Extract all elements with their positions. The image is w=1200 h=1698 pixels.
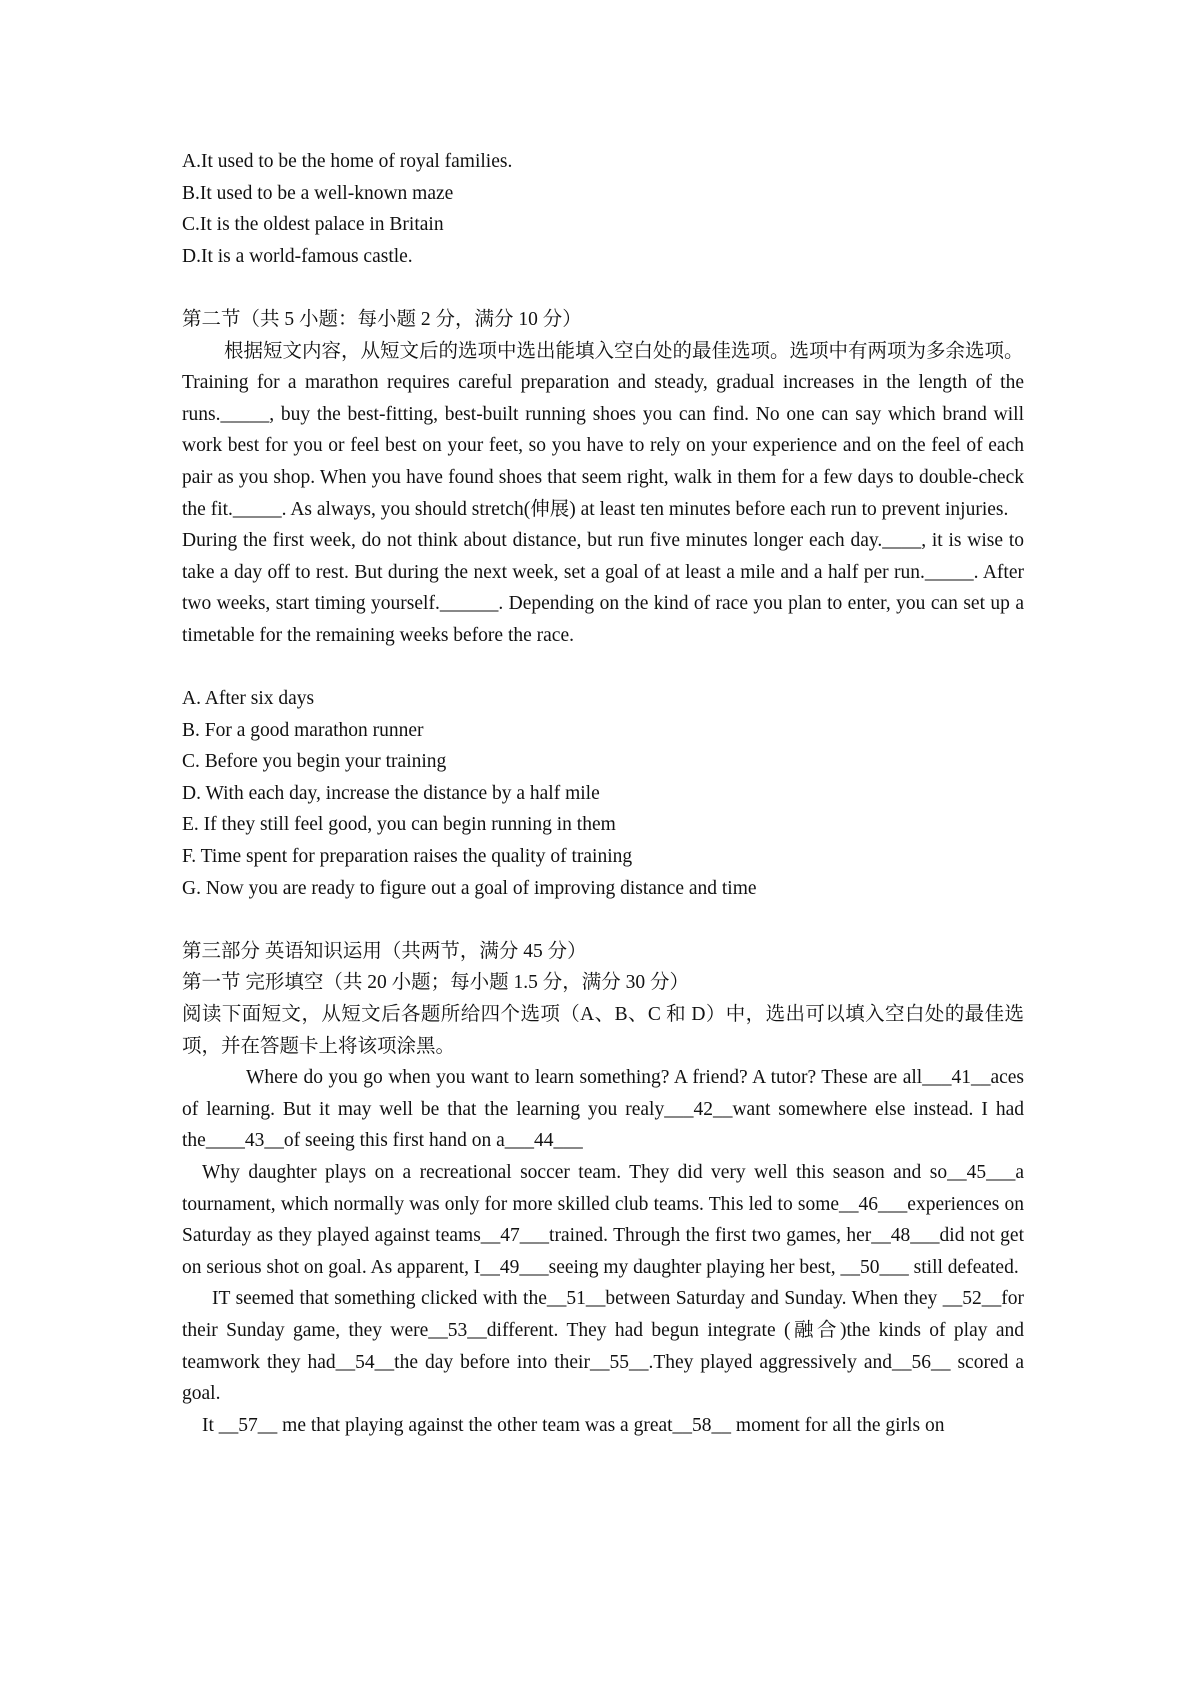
- answer-option-a: A. After six days: [182, 688, 315, 710]
- answer-option-f: F. Time spent for preparation raises the quality of training: [182, 846, 633, 868]
- answer-option-g: G. Now you are ready to figure out a goal of improving distance and time: [182, 877, 757, 899]
- answer-option-e: E. If they still feel good, you can begin running in them: [182, 814, 616, 836]
- answer-options-list: [182, 683, 1024, 904]
- answer-option-d: D. With each day, increase the distance by a half mile: [182, 782, 600, 804]
- cloze-paragraph-4: It __57__ me that playing against the other team was a great__58__ moment for all the girls on: [202, 1414, 945, 1436]
- answer-option-b: B. For a good marathon runner: [182, 719, 424, 741]
- section-three: [182, 936, 1024, 1442]
- cloze-paragraph-2: Why daughter plays on a recreational soccer team. They did very well this season and so__45___a tournament, which normally was only for more skilled club teams. This led to some__46___experiences on Saturday as they played against teams__47___trained. Through the first two games, her__48___did not get on serious shot on goal. As apparent, I__49___seeing my daughter playing her best, __50___ still defeated.: [182, 1162, 1024, 1278]
- section-two-header: 第二节（共 5 小题：每小题 2 分，满分 10 分）: [182, 308, 582, 330]
- cloze-paragraph-1: Where do you go when you want to learn something? A friend? A tutor? These are all___41__aces of learning. But it may well be that the learning you realy___42__want somewhere else instead. I had the____43__of seeing this first hand on a___44___: [182, 1067, 1024, 1152]
- option-c: C.It is the oldest palace in Britain: [182, 214, 444, 236]
- cloze-instruction: 阅读下面短文，从短文后各题所给四个选项（A、B、C 和 D）中，选出可以填入空白处的最佳选项，并在答题卡上将该项涂黑。: [182, 1004, 1024, 1057]
- option-d: D.It is a world-famous castle.: [182, 245, 413, 267]
- part-three-header: 第三部分 英语知识运用（共两节，满分 45 分）: [182, 940, 587, 962]
- cloze-section-header: 第一节 完形填空（共 20 小题；每小题 1.5 分，满分 30 分）: [182, 972, 690, 994]
- question-options: [182, 146, 1024, 272]
- cloze-paragraph-3: IT seemed that something clicked with the__51__between Saturday and Sunday. When they __52__for their Sunday game, they were__53__different. They had begun integrate (融合)the kinds of play and teamwork they had__54__the day before into their__55__.They played aggressively and__56__ scored a goal.: [182, 1288, 1024, 1405]
- option-a: A.It used to be the home of royal families.: [182, 151, 513, 172]
- passage-paragraph-1: Training for a marathon requires careful preparation and steady, gradual increases in the length of the runs._____, buy the best-fitting, best-built running shoes you can find. No one can say which brand will work best for you or feel best on your feet, so you have to rely on your experience and on the feel of each pair as you shop. When you have found shoes that seem right, walk in them for a few days to double-check the fit._____. As always, you should stretch(伸展) at least ten minutes before each run to prevent injuries.: [182, 372, 1024, 520]
- section-two: [182, 304, 1024, 904]
- section-two-instruction: 根据短文内容，从短文后的选项中选出能填入空白处的最佳选项。选项中有两项为多余选项。: [224, 340, 1024, 362]
- document-page: [182, 146, 1024, 1441]
- option-b: B.It used to be a well-known maze: [182, 182, 454, 204]
- answer-option-c: C. Before you begin your training: [182, 751, 447, 773]
- passage-paragraph-2: During the first week, do not think about distance, but run five minutes longer each day.____, it is wise to take a day off to rest. But during the next week, set a goal of at least a mile and a half per run._____. After two weeks, start timing yourself.______. Depending on the kind of race you plan to enter, you can set up a timetable for the remaining weeks before the race.: [182, 530, 1024, 646]
